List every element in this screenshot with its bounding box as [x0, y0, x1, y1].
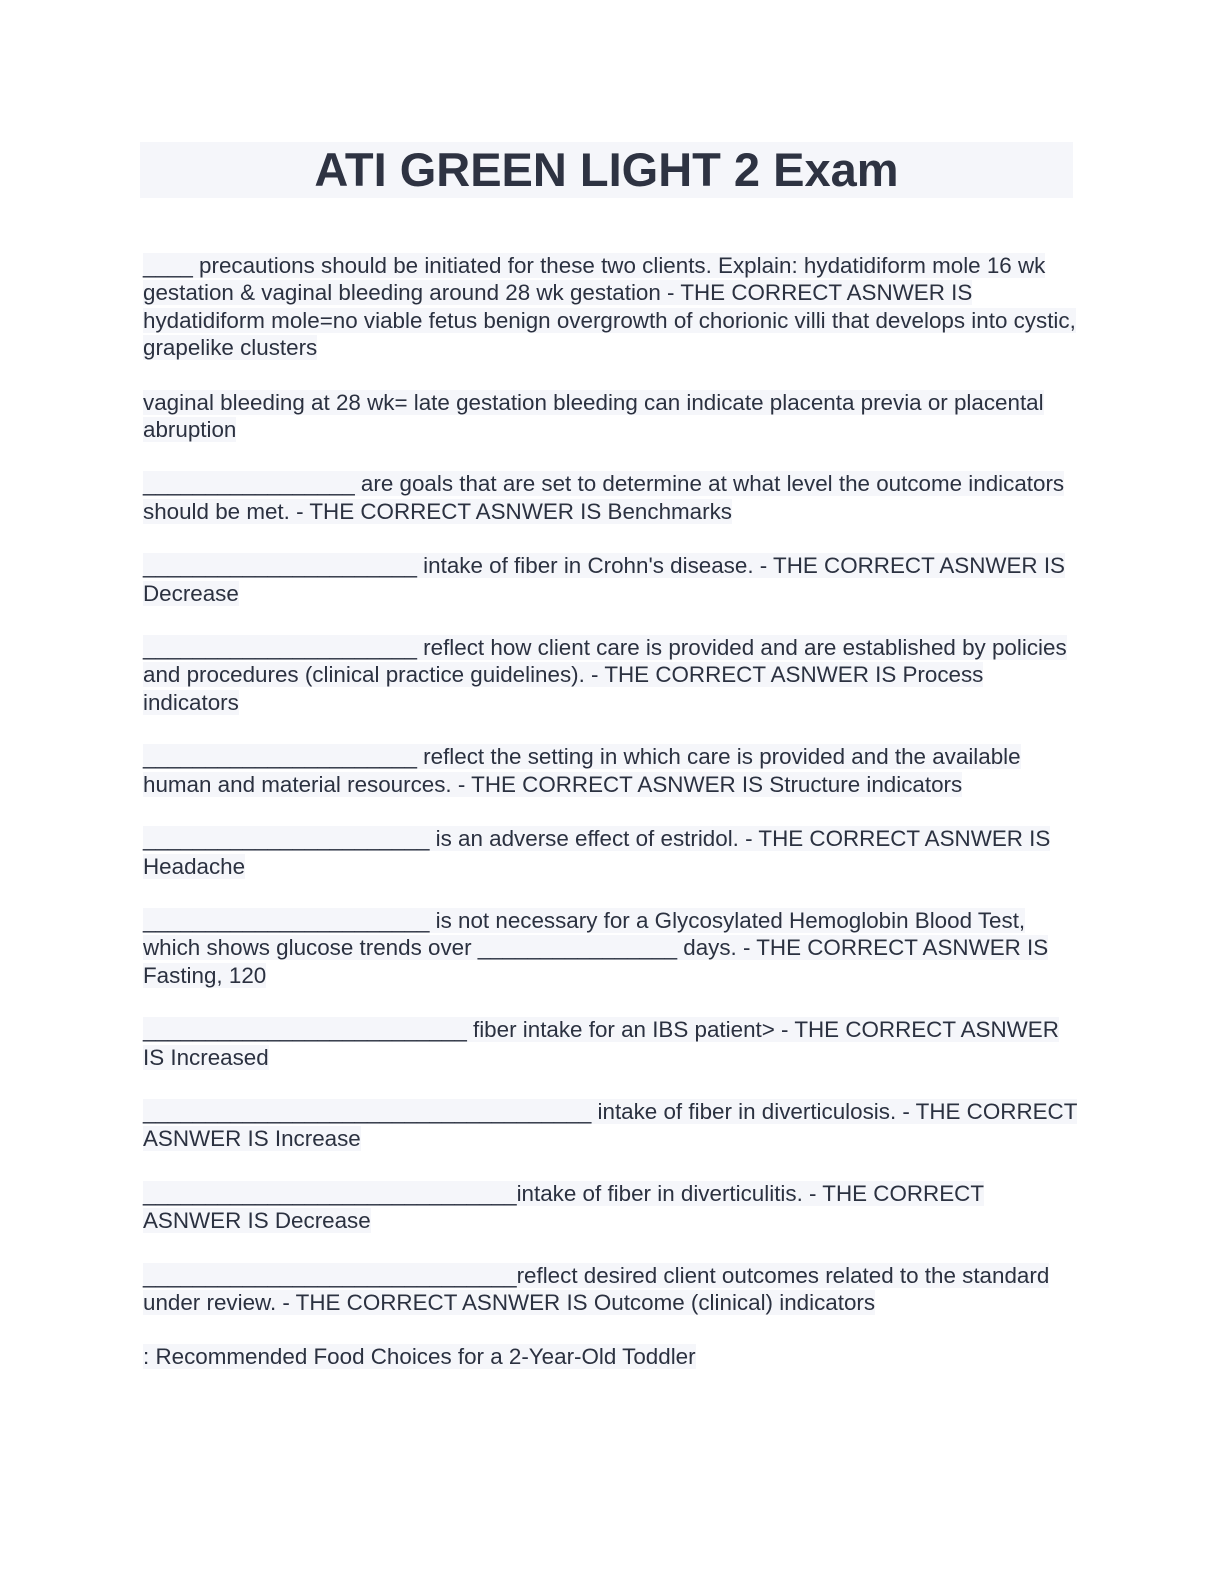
- page-title: ATI GREEN LIGHT 2 Exam: [314, 143, 899, 196]
- paragraph: ______________________ reflect how client care is provided and are established by policies and procedures (clinical practice guidelines). - THE CORRECT ASNWER IS Process indicators: [143, 635, 1067, 715]
- document-body: [143, 252, 1078, 1398]
- paragraph: ______________________ intake of fiber in Crohn's disease. - THE CORRECT ASNWER IS Decrease: [143, 553, 1065, 606]
- paragraph: __________________________ fiber intake for an IBS patient> - THE CORRECT ASNWER IS Increased: [143, 1017, 1059, 1070]
- paragraph: ______________________________intake of fiber in diverticulitis. - THE CORRECT ASNWER IS Decrease: [143, 1180, 985, 1234]
- paragraph: _________________ are goals that are set to determine at what level the outcome indicators should be met. - THE CORRECT ASNWER IS Benchmarks: [143, 471, 1065, 524]
- title-band: [140, 142, 1073, 198]
- paragraph: ____________________________________ intake of fiber in diverticulosis. - THE CORRECT ASNWER IS Increase: [143, 1098, 1078, 1152]
- paragraph: ____ precautions should be initiated for these two clients. Explain: hydatidiform mole 16 wk gestation & vaginal bleeding around 28 wk gestation - THE CORRECT ASNWER IS hydatidiform mole=no viable fetus benign overgrowth of chorionic villi that develops into cystic, grapelike clusters: [143, 253, 1076, 361]
- paragraph: vaginal bleeding at 28 wk= late gestation bleeding can indicate placenta previa or placental abruption: [143, 389, 1044, 443]
- paragraph: ______________________ reflect the setting in which care is provided and the available human and material resources. - THE CORRECT ASNWER IS Structure indicators: [143, 744, 1021, 797]
- paragraph: ______________________________reflect desired client outcomes related to the standard under review. - THE CORRECT ASNWER IS Outcome (clinical) indicators: [143, 1262, 1050, 1315]
- paragraph: _______________________ is an adverse effect of estridol. - THE CORRECT ASNWER IS Headache: [143, 826, 1051, 879]
- paragraph: : Recommended Food Choices for a 2-Year-Old Toddler: [143, 1344, 696, 1370]
- paragraph: _______________________ is not necessary for a Glycosylated Hemoglobin Blood Test, which shows glucose trends over ________________ days. - THE CORRECT ASNWER IS Fasting, 120: [143, 907, 1049, 988]
